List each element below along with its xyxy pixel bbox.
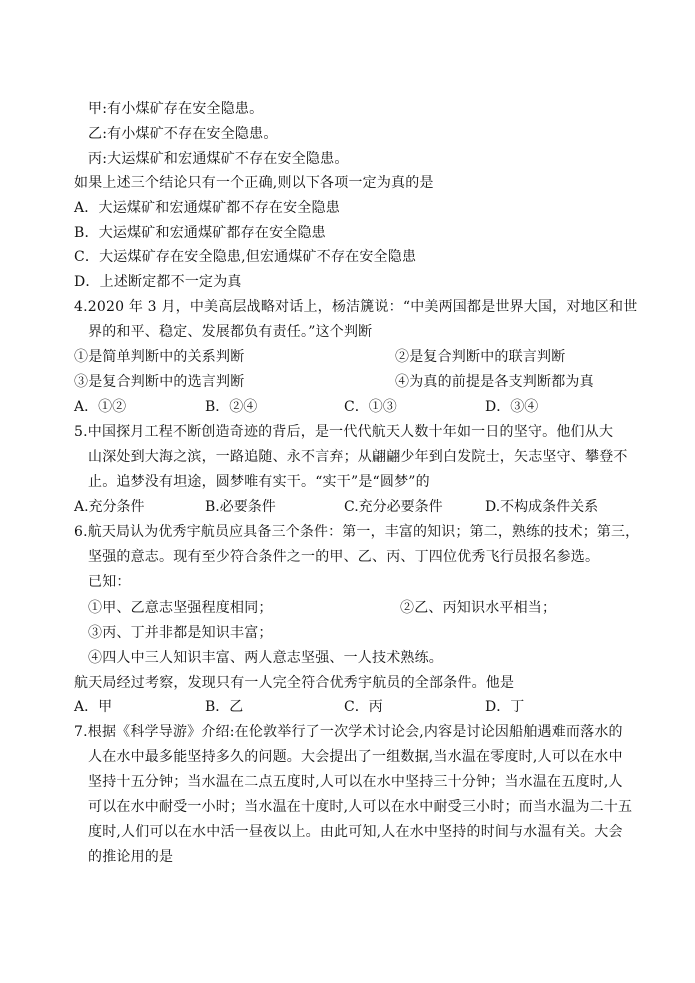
q6-option-c: C．丙 (344, 699, 383, 715)
q4-option-c: C．①③ (344, 399, 397, 415)
q7-line-4: 可以在水中耐受一小时；当水温在十度时,人可以在水中耐受三小时；而当水温为二十五 (88, 799, 633, 815)
q6-option-a: A．甲 (74, 699, 113, 715)
q7-line-6: 的推论用的是 (88, 849, 174, 865)
q3-option-c: C．大运煤矿存在安全隐患,但宏通煤矿不存在安全隐患 (74, 249, 417, 265)
q4-statement-1: ①是简单判断中的关系判断 (74, 349, 245, 365)
q7-line-5: 度时,人们可以在水中活一昼夜以上。由此可知,人在水中坚持的时间与水温有关。大会 (88, 824, 623, 840)
q6-known-2: ②乙、丙知识水平相当； (400, 600, 557, 616)
q6-line-2: 坚强的意志。现有至少符合条件之一的甲、乙、丙、丁四位优秀飞行员报名参选。 (88, 549, 600, 565)
q4-statement-3: ③是复合判断中的选言判断 (74, 374, 245, 390)
q6-option-b: B．乙 (205, 699, 244, 715)
q5-line-2: 山深处到大海之滨，一路追随、永不言弃；从翩翩少年到白发院士，矢志坚守、攀登不 (88, 449, 628, 465)
q3-option-b: B．大运煤矿和宏通煤矿都存在安全隐患 (74, 225, 326, 241)
q6-known-label: 已知： (88, 574, 131, 590)
q6-line-1: 6.航天局认为优秀宇航员应具备三个条件：第一，丰富的知识；第二，熟练的技术；第三， (74, 524, 640, 540)
q6-known-1: ①甲、乙意志坚强程度相同； (88, 600, 273, 616)
q4-statement-2: ②是复合判断中的联言判断 (395, 349, 566, 365)
q7-line-1: 7.根据《科学导游》介绍:在伦敦举行了一次学术讨论会,内容是讨论因船舶遇难而落水的 (74, 724, 623, 740)
q6-known-3: ③丙、丁并非都是知识丰富； (88, 625, 273, 641)
q3-option-a: A．大运煤矿和宏通煤矿都不存在安全隐患 (74, 200, 340, 216)
q5-option-d: D.不构成条件关系 (485, 499, 599, 515)
q4-line-2: 界的和平、稳定、发展都负有责任。”这个判断 (88, 324, 373, 340)
q4-option-a: A．①② (74, 399, 127, 415)
q5-option-c: C.充分必要条件 (344, 499, 443, 515)
q4-option-b: B．②④ (205, 399, 258, 415)
q7-line-3: 坚持十五分钟；当水温在二点五度时,人可以在水中坚持三十分钟；当水温在五度时,人 (88, 774, 623, 790)
q3-option-d: D．上述断定都不一定为真 (74, 274, 242, 290)
q3-condition-b: 乙:有小煤矿不存在安全隐患。 (88, 126, 278, 142)
q3-condition-c: 丙:大运煤矿和宏通煤矿不存在安全隐患。 (88, 151, 349, 167)
q4-statement-4: ④为真的前提是各支判断都为真 (395, 374, 594, 390)
q7-line-2: 人在水中最多能坚持多久的问题。大会提出了一组数据,当水温在零度时,人可以在水中 (88, 749, 623, 765)
q5-line-3: 止。追梦没有坦途，圆梦唯有实干。“实干”是“圆梦”的 (88, 474, 430, 490)
q4-option-d: D．③④ (485, 399, 539, 415)
q6-known-4: ④四人中三人知识丰富、两人意志坚强、一人技术熟练。 (88, 650, 443, 666)
q3-stem: 如果上述三个结论只有一个正确,则以下各项一定为真的是 (74, 175, 434, 191)
q5-line-1: 5.中国探月工程不断创造奇迹的背后，是一代代航天人数十年如一日的坚守。他们从大 (74, 424, 614, 440)
q4-line-1: 4.2020 年 3 月，中美高层战略对话上，杨洁篪说：“中美两国都是世界大国，对地区和世 (74, 299, 638, 315)
q6-stem: 航天局经过考察，发现只有一人完全符合优秀宇航员的全部条件。他是 (74, 675, 515, 691)
q5-option-a: A.充分条件 (74, 499, 145, 515)
q6-option-d: D．丁 (485, 699, 525, 715)
q5-option-b: B.必要条件 (205, 499, 276, 515)
q3-condition-a: 甲:有小煤矿存在安全隐患。 (88, 101, 264, 117)
